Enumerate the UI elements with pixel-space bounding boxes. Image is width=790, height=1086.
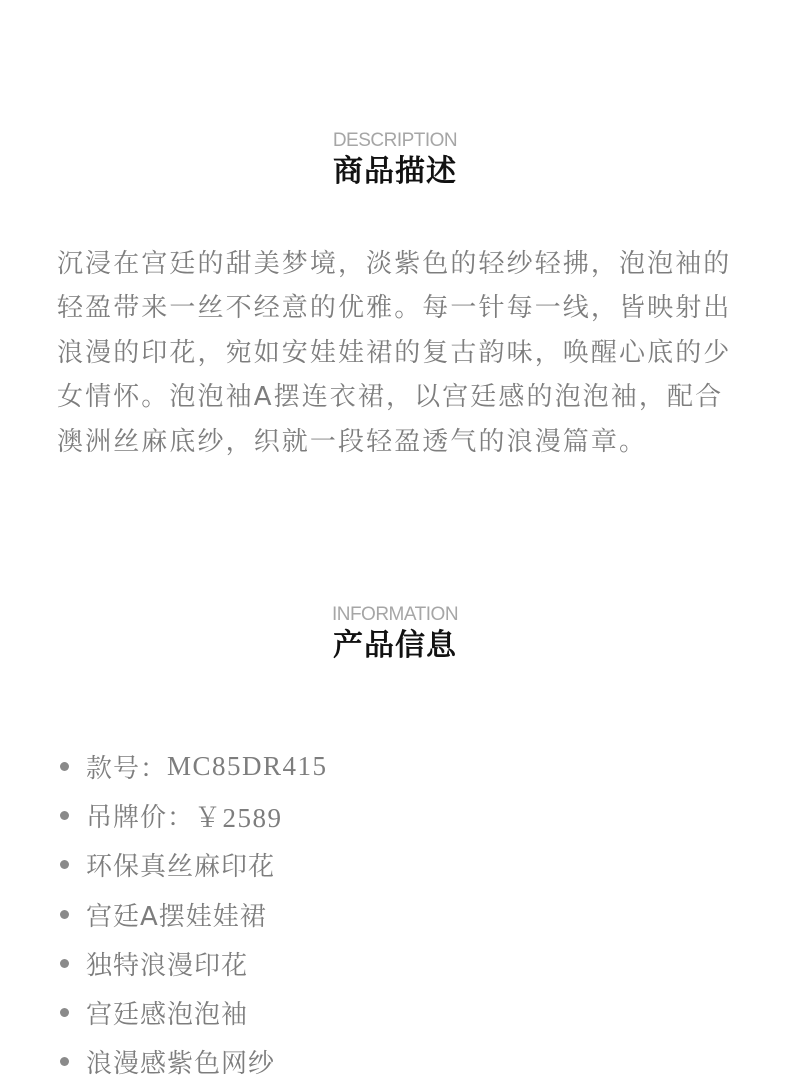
info-item-label: 环保真丝麻印花 xyxy=(86,852,276,883)
info-item-label: 独特浪漫印花 xyxy=(86,950,249,981)
info-item-label: 款号： xyxy=(86,754,168,785)
info-item-value: MC85DR415 xyxy=(167,751,328,782)
bullet-icon xyxy=(60,860,69,869)
bullet-icon xyxy=(60,959,69,968)
description-header xyxy=(0,130,790,192)
info-item-feature xyxy=(60,890,328,939)
info-item-label: 吊牌价： xyxy=(86,803,195,834)
info-item-feature xyxy=(60,988,328,1037)
bullet-icon xyxy=(60,1057,69,1066)
information-header xyxy=(0,604,790,666)
information-eyebrow: INFORMATION xyxy=(331,604,459,625)
info-item-feature xyxy=(60,840,328,889)
product-info-list xyxy=(60,742,328,1086)
bullet-icon xyxy=(60,910,69,919)
info-item-label: 宫廷感泡泡袖 xyxy=(86,1000,249,1031)
info-item-feature xyxy=(60,1037,328,1086)
bullet-icon xyxy=(60,811,69,820)
bullet-icon xyxy=(60,762,69,771)
info-item-label: 浪漫感紫色网纱 xyxy=(86,1049,276,1080)
info-item-value: ￥2589 xyxy=(194,803,283,834)
info-item-tag-price xyxy=(60,791,328,840)
description-eyebrow: DESCRIPTION xyxy=(332,130,458,151)
info-item-style-number xyxy=(60,742,328,791)
information-title: 产品信息 xyxy=(333,628,457,663)
info-item-label: 宫廷A摆娃娃裙 xyxy=(86,901,267,932)
bullet-icon xyxy=(60,1008,69,1017)
description-title: 商品描述 xyxy=(333,154,457,189)
description-text: 沉浸在宫廷的甜美梦境，淡紫色的轻纱轻拂，泡泡袖的轻盈带来一丝不经意的优雅。每一针每一线，皆映射出浪漫的印花，宛如安娃娃裙的复古韵味，唤醒心底的少女情怀。泡泡袖A摆连衣裙，以宫廷感的泡泡袖，配合澳洲丝麻底纱，织就一段轻盈透气的浪漫篇章。 xyxy=(57,249,732,457)
info-item-feature xyxy=(60,939,328,988)
